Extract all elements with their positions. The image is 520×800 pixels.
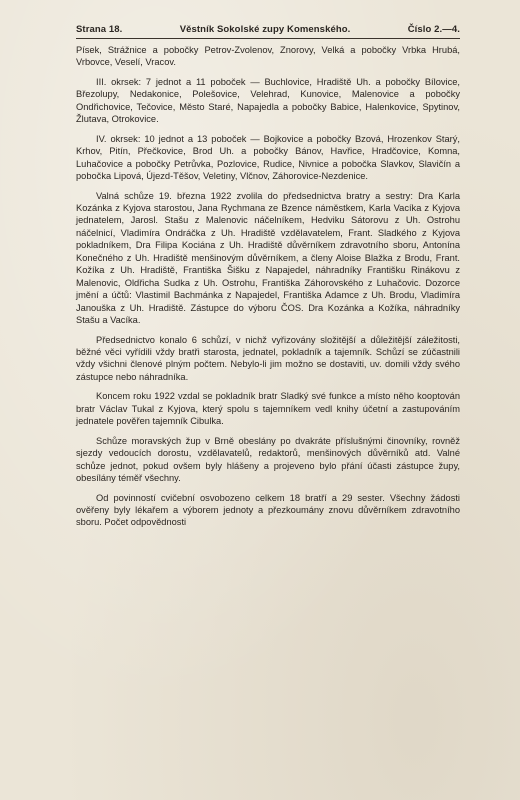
paragraph-continuation: Písek, Strážnice a pobočky Petrov-Zvolenov, Znorovy, Velká a pobočky Vrbka Hrubá, Vrbovce, Veselí, Vracov.	[76, 45, 460, 68]
paragraph-schuze-zup: Schůze moravských žup v Brně obeslány po dvakráte příslušnými činovníky, rovněž sjezdy vedoucích dorostu, vzdělavatelů, redaktorů, menšinových důvěrníků atd. Valné schůze jednot, pokud ovšem byly hlášeny a projeveno bylo přání účasti zástupce župy, obesílány téměř všechny.	[76, 435, 460, 484]
journal-title: Věstník Sokolské zupy Komenského.	[179, 24, 351, 35]
header-rule	[76, 38, 460, 39]
paragraph-osvobozeno: Od povinností cvičební osvobozeno celkem 18 bratří a 29 sester. Všechny žádosti ověřeny byly lékařem a výborem jednoty a přezkoumány znovu důvěrníkem zdravotního sboru. Počet odpovědnosti	[76, 492, 460, 528]
article-body	[76, 44, 460, 529]
paragraph-okrsek-4: IV. okrsek: 10 jednot a 13 poboček — Bojkovice a pobočky Bzová, Hrozenkov Starý, Krhov, Pitín, Přečkovice, Brod Uh. a pobočky Bánov, Havřice, Hradčovice, Komna, Luhačovice a pobočky Petrůvka, Pozlovice, Rudice, Nivnice a pobočka Slavkov, Slavičín a pobočka Lipová, Újezd-Těšov, Veletiny, Vlčnov, Záhorovice-Nezdenice.	[76, 133, 460, 182]
paragraph-okrsek-3: III. okrsek: 7 jednot a 11 poboček — Buchlovice, Hradiště Uh. a pobočky Bílovice, Březolupy, Nedakonice, Polešovice, Velehrad, Kunovice, Malenovice a pobočky Ondřichovice, Tečovice, Město Staré, Napajedla a pobočky Babice, Halenkovice, Spytinov, Žlutava, Otrokovice.	[76, 76, 460, 125]
paragraph-valna-schuze: Valná schůze 19. března 1922 zvolila do předsednictva bratry a sestry: Dra Karla Kozánka z Kyjova starostou, Jana Rychmana ze Bzence náměstkem, Karla Vacíka z Kyjova jednatelem, Jarosl. Stašu z Malenovic náčelníkem, Hedviku Sátorovu z Uh. Ostrohu náčelnicí, Vladimíra Ondráčka z Uh. Hradiště vzdělavatelem, Frant. Sladkého z Kyjova pokladníkem, Dra Filipa Kociána z Uh. Hradiště důvěrníkem zdravotního sboru, Antonína Konečného z Uh. Hradiště menšinovým důvěrníkem, a členy Aloise Blažka z Brodu, Frant. Kožíka z Uh. Hradiště, Františka Šišku z Napajedel, náhradníky Františku Rinákovu z Malenovic, Oldřicha Sudka z Uh. Ostrohu, Františka Záhorovského z Luhačovic. Dozorce jmění a účtů: Vlastimil Bachmánka z Napajedel, Františka Adamce z Uh. Brodu, Vladimíra Janouška z Uh. Hradiště. Zástupce do výboru ČOS. Dra Kozánka a Kožíka, náhradníky Stašu a Vacíka.	[76, 190, 460, 326]
issue-number: Číslo 2.—4.	[407, 24, 460, 35]
page-number: Strana 18.	[76, 24, 123, 35]
paragraph-pokladnik: Koncem roku 1922 vzdal se pokladník bratr Sladký své funkce a místo něho kooptován bratr Václav Tukal z Kyjova, který spolu s tajemníkem vedl knihy účetní a zastupováním jednatele pověřen tajemník Cibulka.	[76, 391, 460, 427]
paragraph-predsednictvo: Předsednictvo konalo 6 schůzí, v nichž vyřizovány složitější a důležitější záležitosti, běžné věci vyřídili vždy bratři starosta, jednatel, pokladník a tajemník. Schůzí se zúčastnili vždy všichni členové plným počtem. Nebylo-li jim možno se dostaviti, uv. domili vždy svého zástupce nebo náhradníka.	[76, 334, 460, 382]
running-head	[76, 24, 460, 35]
